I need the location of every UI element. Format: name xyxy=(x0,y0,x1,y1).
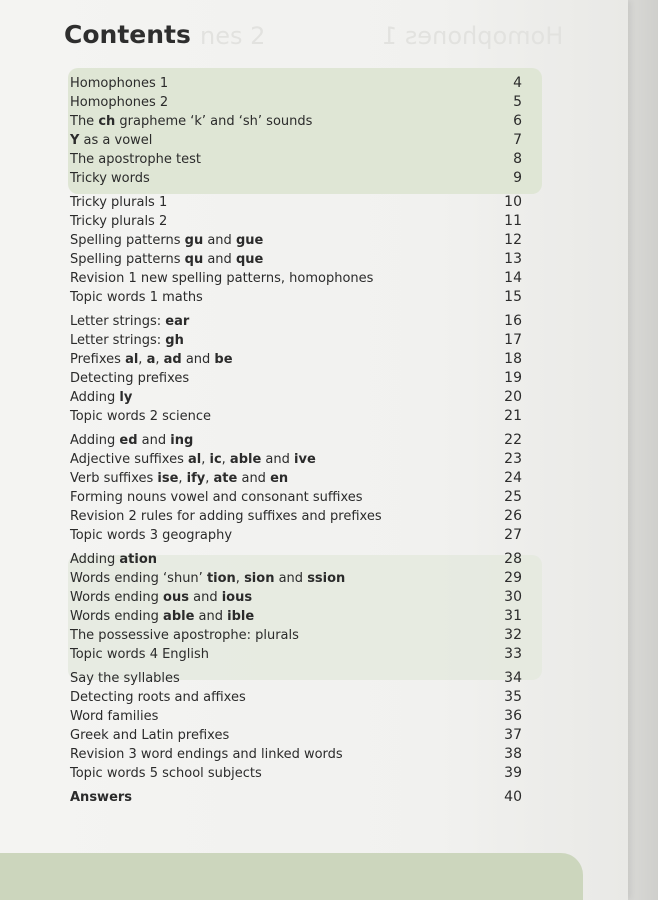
toc-page-number: 36 xyxy=(504,708,522,724)
toc-page-number: 16 xyxy=(504,313,522,329)
toc-page-number: 25 xyxy=(504,489,522,505)
toc-entry-title: Topic words 5 school subjects xyxy=(70,766,262,781)
toc-entry[interactable] xyxy=(70,369,522,388)
toc-page-number: 4 xyxy=(513,75,522,91)
toc-entry-title: Homophones 2 xyxy=(70,95,169,110)
toc-page-number: 30 xyxy=(504,589,522,605)
toc-entry-title: Word families xyxy=(70,709,159,724)
toc-entry[interactable] xyxy=(70,131,522,150)
toc-section xyxy=(70,74,522,188)
toc-entry[interactable] xyxy=(70,450,522,469)
toc-entry-title: Revision 1 new spelling patterns, homophones xyxy=(70,271,374,286)
toc-page-number: 32 xyxy=(504,627,522,643)
toc-entry-title: Tricky words xyxy=(70,171,150,186)
toc-entry[interactable] xyxy=(70,688,522,707)
toc-entry-title: The ch grapheme ‘k’ and ‘sh’ sounds xyxy=(70,114,313,129)
toc-page-number: 8 xyxy=(513,151,522,167)
toc-entry[interactable] xyxy=(70,407,522,426)
toc-entry-title: Adding ation xyxy=(70,552,158,567)
toc-entry-title: Spelling patterns gu and gue xyxy=(70,233,264,248)
toc-page-number: 15 xyxy=(504,289,522,305)
toc-entry-title: Tricky plurals 1 xyxy=(70,195,168,210)
footer-bar xyxy=(0,853,583,900)
toc-entry[interactable] xyxy=(70,93,522,112)
toc-entry-title: Tricky plurals 2 xyxy=(70,214,168,229)
toc-entry-title: Adding ed and ing xyxy=(70,433,194,448)
toc-entry[interactable] xyxy=(70,431,522,450)
toc-entry-title: Prefixes al, a, ad and be xyxy=(70,352,233,367)
show-through-text: nes 2 xyxy=(200,22,266,50)
toc-entry-title: Revision 3 word endings and linked words xyxy=(70,747,343,762)
toc-entry-title: Adjective suffixes al, ic, able and ive xyxy=(70,452,316,467)
toc-entry-title: Detecting roots and affixes xyxy=(70,690,246,705)
toc-entry[interactable] xyxy=(70,212,522,231)
toc-entry-title: Verb suffixes ise, ify, ate and en xyxy=(70,471,289,486)
toc-page-number: 23 xyxy=(504,451,522,467)
toc-entry-title: Topic words 2 science xyxy=(70,409,212,424)
toc-entry[interactable] xyxy=(70,269,522,288)
toc-entry[interactable] xyxy=(70,550,522,569)
toc-entry-title: Spelling patterns qu and que xyxy=(70,252,264,267)
toc-page-number: 5 xyxy=(513,94,522,110)
toc-page-number: 39 xyxy=(504,765,522,781)
toc-entry-answers[interactable] xyxy=(70,788,522,807)
toc-entry-title: Adding ly xyxy=(70,390,133,405)
toc-page-number: 34 xyxy=(504,670,522,686)
toc-page-number: 11 xyxy=(504,213,522,229)
page-edge xyxy=(628,0,658,900)
toc-entry[interactable] xyxy=(70,350,522,369)
toc-entry[interactable] xyxy=(70,112,522,131)
toc-entry[interactable] xyxy=(70,150,522,169)
toc-entry-title: Letter strings: gh xyxy=(70,333,184,348)
toc-page-number: 22 xyxy=(504,432,522,448)
toc-page-number: 21 xyxy=(504,408,522,424)
toc-entry-title: Y as a vowel xyxy=(70,133,153,148)
toc-page-number: 24 xyxy=(504,470,522,486)
toc-entry[interactable] xyxy=(70,507,522,526)
toc-entry-title: Detecting prefixes xyxy=(70,371,190,386)
toc-entry[interactable] xyxy=(70,745,522,764)
toc-page-number: 12 xyxy=(504,232,522,248)
toc-entry-title: The possessive apostrophe: plurals xyxy=(70,628,299,643)
toc-entry[interactable] xyxy=(70,488,522,507)
toc-page-number: 31 xyxy=(504,608,522,624)
toc-entry-title: The apostrophe test xyxy=(70,152,201,167)
toc-entry[interactable] xyxy=(70,469,522,488)
toc-entry-title: Words ending ous and ious xyxy=(70,590,253,605)
toc-entry[interactable] xyxy=(70,526,522,545)
toc-entry[interactable] xyxy=(70,764,522,783)
toc-entry[interactable] xyxy=(70,707,522,726)
table-of-contents xyxy=(70,74,522,807)
toc-entry[interactable] xyxy=(70,250,522,269)
toc-entry[interactable] xyxy=(70,193,522,212)
toc-entry[interactable] xyxy=(70,331,522,350)
toc-entry-title: Words ending able and ible xyxy=(70,609,255,624)
toc-entry-title: Greek and Latin prefixes xyxy=(70,728,230,743)
toc-entry[interactable] xyxy=(70,669,522,688)
toc-entry[interactable] xyxy=(70,231,522,250)
toc-section xyxy=(70,550,522,664)
toc-page-number: 7 xyxy=(513,132,522,148)
toc-page-number: 33 xyxy=(504,646,522,662)
toc-entry-title: Forming nouns vowel and consonant suffixes xyxy=(70,490,363,505)
toc-entry-title: Words ending ‘shun’ tion, sion and ssion xyxy=(70,571,346,586)
toc-entry[interactable] xyxy=(70,645,522,664)
toc-page-number: 10 xyxy=(504,194,522,210)
toc-entry-title: Topic words 1 maths xyxy=(70,290,203,305)
toc-page-number: 6 xyxy=(513,113,522,129)
toc-page-number: 35 xyxy=(504,689,522,705)
toc-page-number: 38 xyxy=(504,746,522,762)
toc-entry[interactable] xyxy=(70,726,522,745)
toc-section xyxy=(70,193,522,307)
toc-page-number: 27 xyxy=(504,527,522,543)
toc-entry-title: Answers xyxy=(70,790,133,805)
toc-page-number: 14 xyxy=(504,270,522,286)
toc-page-number: 40 xyxy=(504,789,522,805)
toc-section xyxy=(70,669,522,783)
toc-section xyxy=(70,312,522,426)
toc-entry-title: Letter strings: ear xyxy=(70,314,190,329)
toc-entry[interactable] xyxy=(70,74,522,93)
toc-entry[interactable] xyxy=(70,169,522,188)
toc-page-number: 26 xyxy=(504,508,522,524)
toc-entry-title: Say the syllables xyxy=(70,671,180,686)
toc-page-number: 17 xyxy=(504,332,522,348)
show-through-text: Homophones 1 xyxy=(382,22,564,50)
toc-entry[interactable] xyxy=(70,626,522,645)
toc-page-number: 18 xyxy=(504,351,522,367)
toc-page-number: 13 xyxy=(504,251,522,267)
toc-entry[interactable] xyxy=(70,312,522,331)
toc-section xyxy=(70,431,522,545)
toc-page-number: 37 xyxy=(504,727,522,743)
toc-page-number: 9 xyxy=(513,170,522,186)
toc-entry-title: Topic words 4 English xyxy=(70,647,210,662)
toc-page-number: 19 xyxy=(504,370,522,386)
toc-page-number: 20 xyxy=(504,389,522,405)
toc-entry[interactable] xyxy=(70,607,522,626)
toc-entry-title: Homophones 1 xyxy=(70,76,169,91)
toc-page-number: 28 xyxy=(504,551,522,567)
toc-page-number: 29 xyxy=(504,570,522,586)
toc-entry-title: Revision 2 rules for adding suffixes and prefixes xyxy=(70,509,382,524)
toc-entry[interactable] xyxy=(70,388,522,407)
toc-entry[interactable] xyxy=(70,588,522,607)
page-title: Contents xyxy=(64,20,191,49)
toc-entry[interactable] xyxy=(70,569,522,588)
toc-entry-title: Topic words 3 geography xyxy=(70,528,233,543)
toc-entry[interactable] xyxy=(70,288,522,307)
